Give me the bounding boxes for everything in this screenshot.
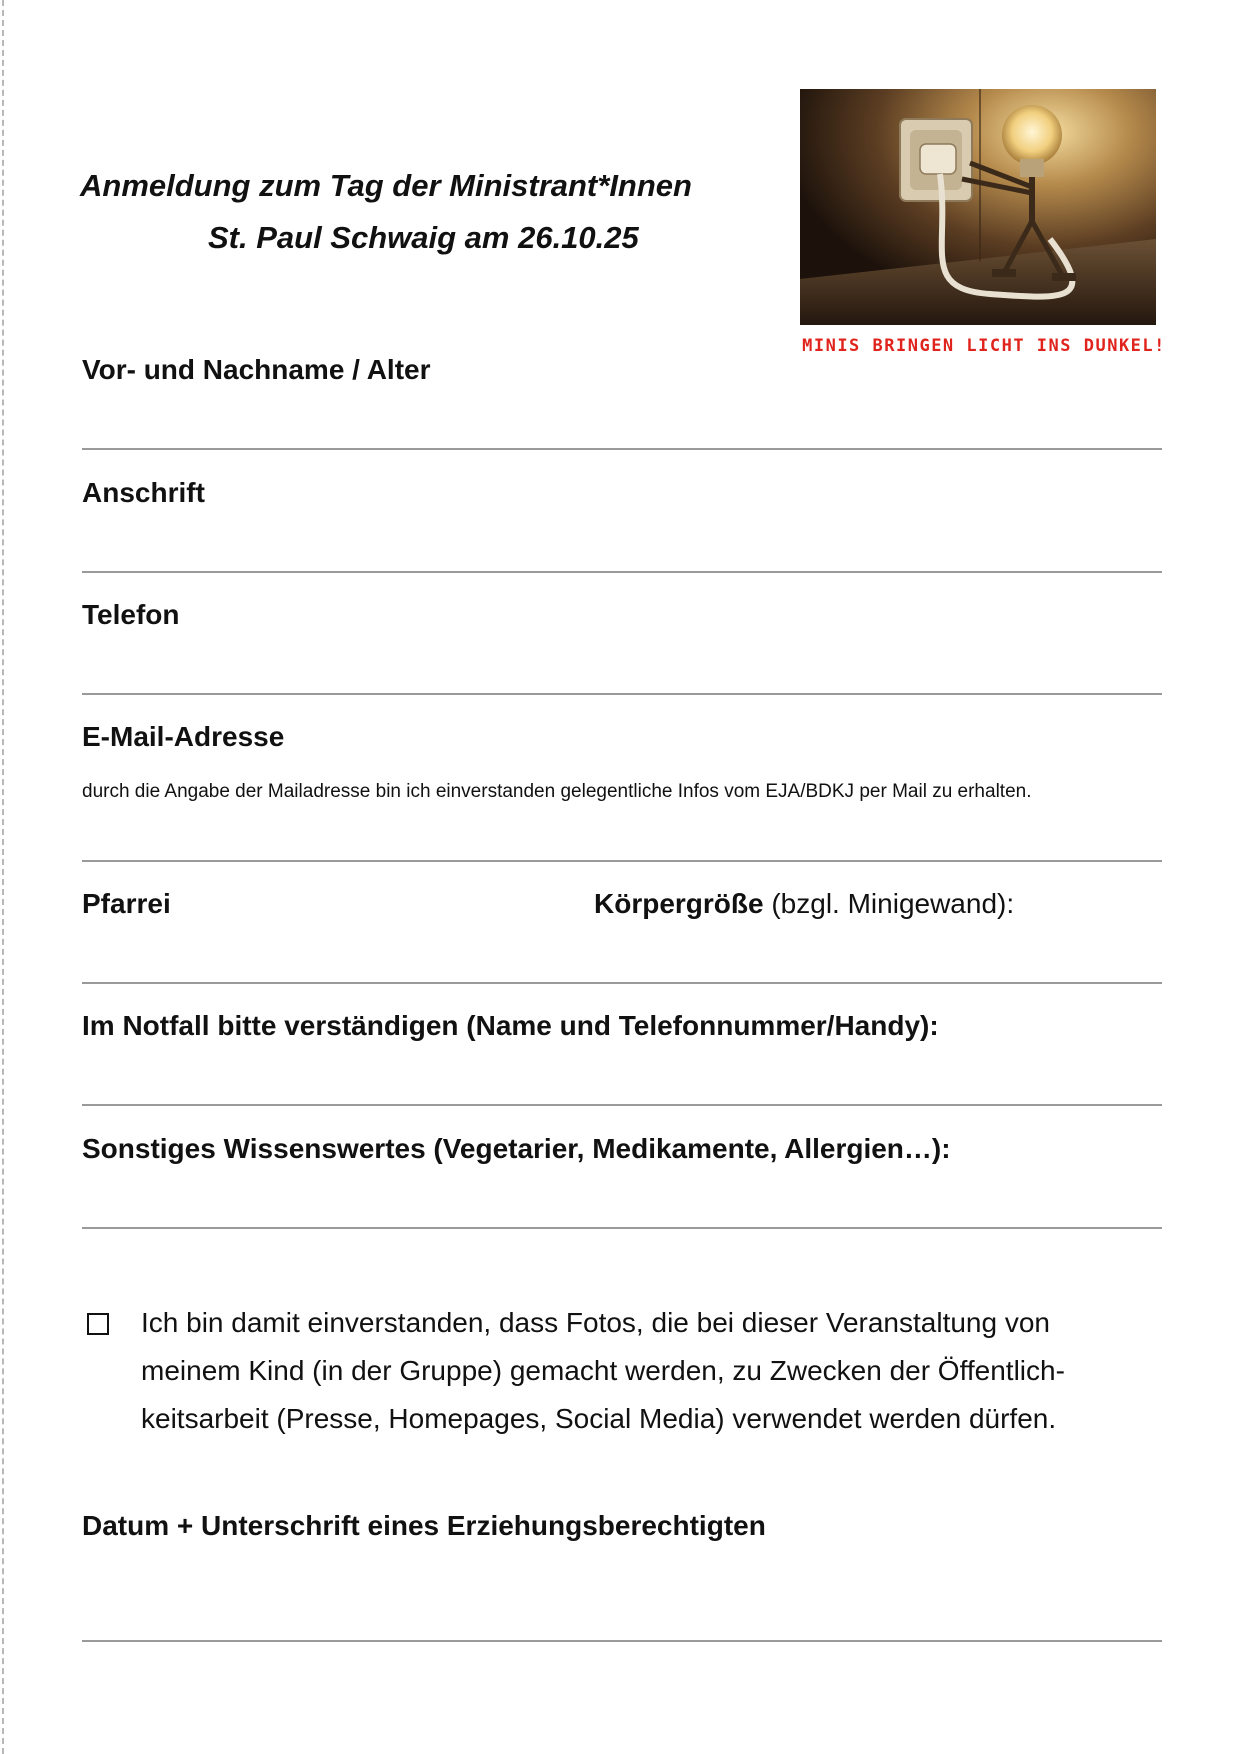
lightbulb-figure-plug-photo: [800, 89, 1156, 325]
other-info-label: Sonstiges Wissenswertes (Vegetarier, Medikamente, Allergien…):: [82, 1133, 951, 1164]
photo-consent-line-1: Ich bin damit einverstanden, dass Fotos, die bei dieser Veranstaltung von: [141, 1307, 1050, 1338]
parish-height-field-line[interactable]: [82, 982, 1162, 984]
photo-consent-line-3: keitsarbeit (Presse, Homepages, Social Media) verwendet werden dürfen.: [141, 1403, 1057, 1434]
name-age-field-line[interactable]: [82, 448, 1162, 450]
photo-consent-text: [141, 1299, 1171, 1443]
parish-label: Pfarrei: [82, 888, 171, 919]
email-consent-note: durch die Angabe der Mailadresse bin ich einverstanden gelegentliche Infos vom EJA/BDKJ per Mail zu erhalten.: [82, 781, 1032, 802]
photo-consent-checkbox[interactable]: [87, 1313, 109, 1335]
address-field-line[interactable]: [82, 571, 1162, 573]
email-field-line[interactable]: [82, 860, 1162, 862]
photo-consent-line-2: meinem Kind (in der Gruppe) gemacht werden, zu Zwecken der Öffentlich-: [141, 1355, 1065, 1386]
dashed-cut-line: [2, 0, 4, 1754]
email-label: E-Mail-Adresse: [82, 721, 285, 752]
emergency-contact-label: Im Notfall bitte verständigen (Name und Telefonnummer/Handy):: [82, 1010, 939, 1041]
phone-label: Telefon: [82, 599, 180, 630]
other-info-field-line[interactable]: [82, 1227, 1162, 1229]
photo-caption: MINIS BRINGEN LICHT INS DUNKEL!: [802, 336, 1166, 356]
page-title: [80, 160, 750, 264]
body-height-label-bold: Körpergröße: [594, 888, 764, 919]
title-line-1: Anmeldung zum Tag der Ministrant*Innen: [80, 168, 692, 203]
phone-field-line[interactable]: [82, 693, 1162, 695]
body-height-label-note: (bzgl. Minigewand):: [763, 888, 1015, 919]
signature-label: Datum + Unterschrift eines Erziehungsberechtigten: [82, 1510, 766, 1541]
name-age-label: Vor- und Nachname / Alter: [82, 354, 431, 385]
body-height-label: [594, 888, 1014, 920]
title-line-2: St. Paul Schwaig am 26.10.25: [208, 220, 639, 255]
address-label: Anschrift: [82, 477, 205, 508]
emergency-contact-field-line[interactable]: [82, 1104, 1162, 1106]
signature-field-line[interactable]: [82, 1640, 1162, 1642]
